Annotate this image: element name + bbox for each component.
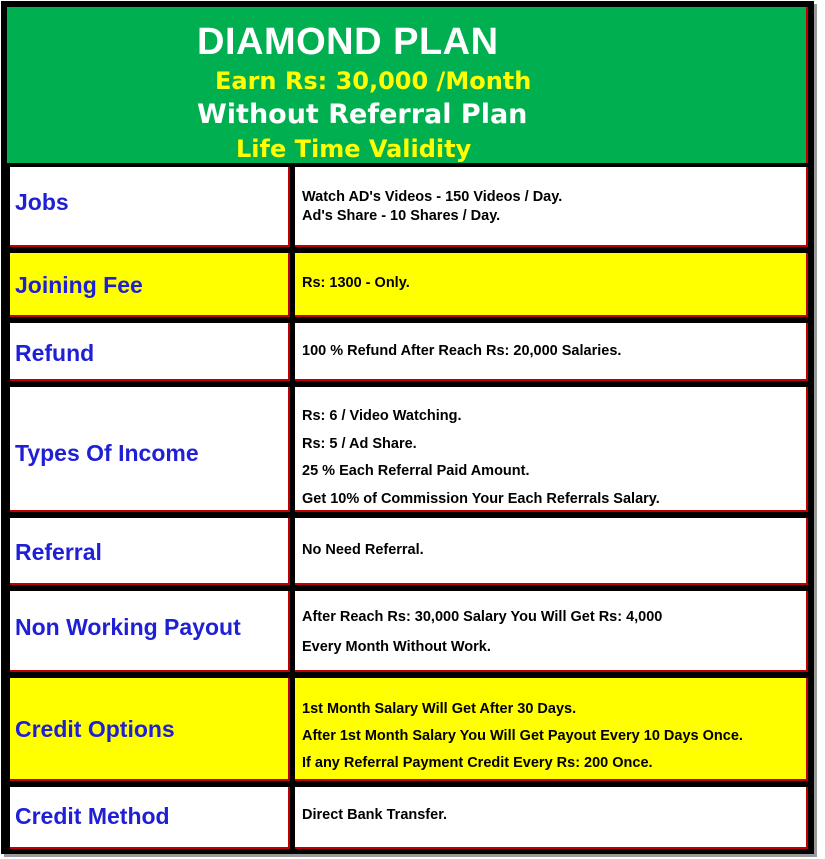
row-value-cell bbox=[295, 678, 808, 781]
row-value-cell bbox=[295, 323, 808, 381]
plan-validity: Life Time Validity bbox=[236, 135, 472, 163]
row-label: Types Of Income bbox=[15, 440, 199, 466]
value-line: After 1st Month Salary You Will Get Payout Every 10 Days Once. bbox=[302, 728, 743, 744]
row-label: Jobs bbox=[15, 189, 69, 215]
row-label-cell bbox=[10, 387, 290, 512]
row-values bbox=[302, 274, 410, 293]
row-values bbox=[302, 806, 447, 825]
row-credit-method bbox=[7, 784, 808, 852]
row-values bbox=[302, 696, 743, 777]
row-non-working-payout bbox=[7, 588, 808, 675]
row-label: Referral bbox=[15, 539, 102, 565]
row-value-cell bbox=[295, 787, 808, 849]
row-label-cell bbox=[10, 787, 290, 849]
row-label-cell bbox=[10, 323, 290, 381]
plan-earning: Earn Rs: 30,000 /Month bbox=[215, 67, 532, 95]
row-values bbox=[302, 541, 424, 560]
row-value-cell bbox=[295, 253, 808, 317]
plan-title: DIAMOND PLAN bbox=[197, 21, 499, 63]
row-jobs bbox=[7, 164, 808, 250]
row-label: Non Working Payout bbox=[15, 614, 241, 640]
row-label: Credit Method bbox=[15, 803, 170, 829]
row-label: Refund bbox=[15, 340, 95, 366]
row-label-cell bbox=[10, 678, 290, 781]
value-line: No Need Referral. bbox=[302, 542, 424, 558]
row-values bbox=[302, 403, 660, 513]
value-line: If any Referral Payment Credit Every Rs: 200 Once. bbox=[302, 755, 653, 771]
row-values bbox=[302, 188, 562, 226]
row-refund bbox=[7, 320, 808, 384]
value-line: Rs: 6 / Video Watching. bbox=[302, 408, 462, 424]
value-line: 100 % Refund After Reach Rs: 20,000 Salaries. bbox=[302, 343, 622, 359]
row-joining-fee bbox=[7, 250, 808, 320]
row-label: Joining Fee bbox=[15, 272, 143, 298]
value-line: After Reach Rs: 30,000 Salary You Will Get Rs: 4,000 bbox=[302, 609, 663, 625]
value-line: 1st Month Salary Will Get After 30 Days. bbox=[302, 701, 577, 717]
row-label: Credit Options bbox=[15, 716, 175, 742]
plan-header bbox=[7, 7, 808, 163]
value-line: Rs: 1300 - Only. bbox=[302, 275, 410, 291]
plan-table bbox=[1, 1, 814, 854]
row-types-of-income bbox=[7, 384, 808, 515]
value-line: Rs: 5 / Ad Share. bbox=[302, 435, 417, 452]
value-line: Direct Bank Transfer. bbox=[302, 807, 448, 823]
row-label-cell bbox=[10, 167, 290, 247]
row-values bbox=[302, 602, 662, 662]
value-line: Get 10% of Commission Your Each Referrals Salary. bbox=[302, 490, 660, 507]
row-value-cell bbox=[295, 518, 808, 585]
value-line: Ad's Share - 10 Shares / Day. bbox=[302, 208, 501, 224]
row-value-cell bbox=[295, 167, 808, 247]
row-label-cell bbox=[10, 591, 290, 672]
row-value-cell bbox=[295, 591, 808, 672]
row-values bbox=[302, 342, 621, 361]
row-referral bbox=[7, 515, 808, 588]
plan-type: Without Referral Plan bbox=[197, 99, 528, 130]
value-line: Watch AD's Videos - 150 Videos / Day. bbox=[302, 189, 563, 205]
row-label-cell bbox=[10, 518, 290, 585]
row-credit-options bbox=[7, 675, 808, 784]
row-label-cell bbox=[10, 253, 290, 317]
row-value-cell bbox=[295, 387, 808, 512]
value-line: Every Month Without Work. bbox=[302, 639, 491, 655]
value-line: 25 % Each Referral Paid Amount. bbox=[302, 463, 530, 479]
